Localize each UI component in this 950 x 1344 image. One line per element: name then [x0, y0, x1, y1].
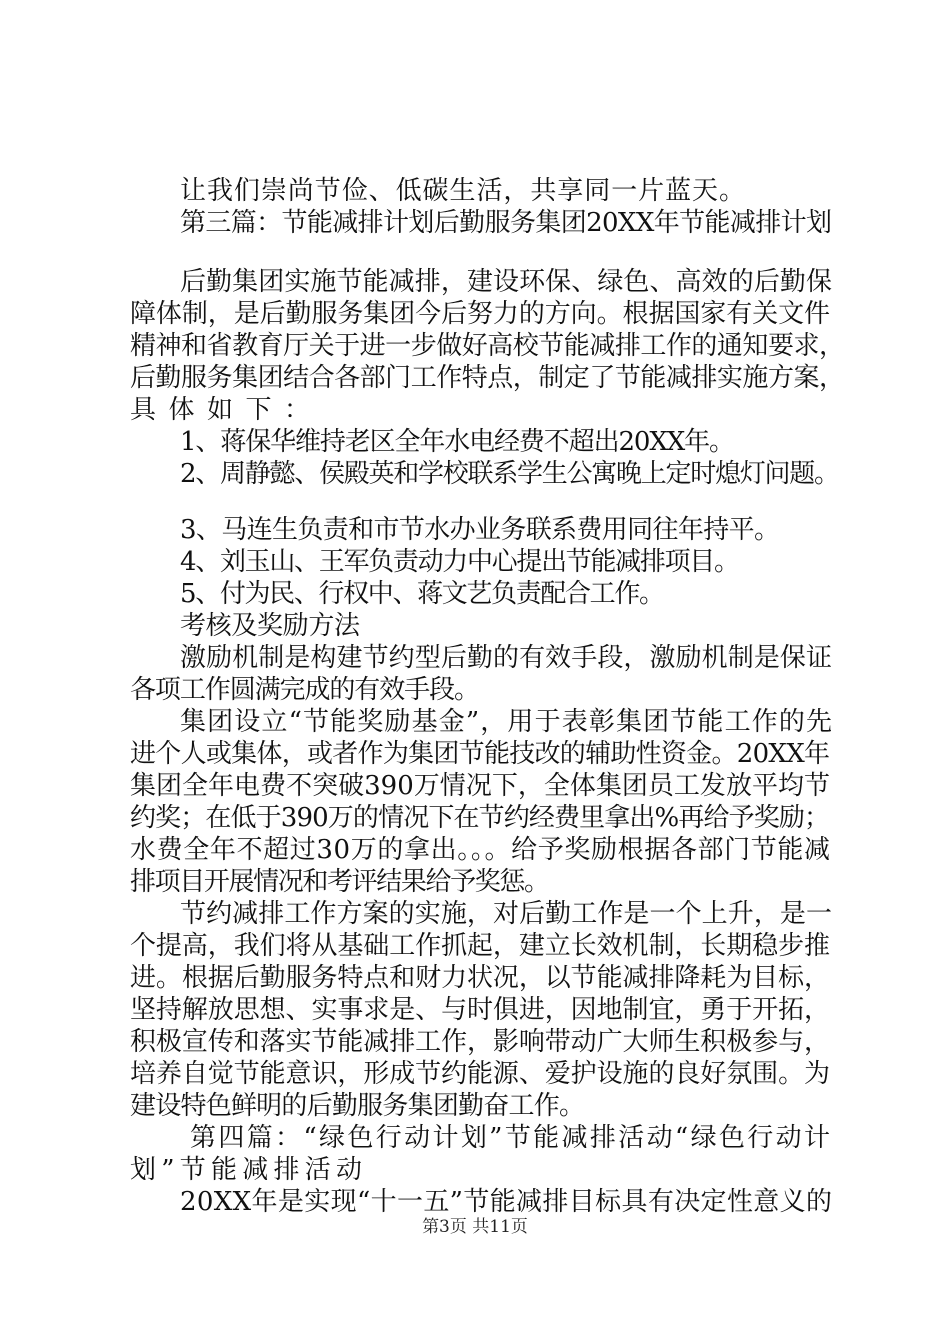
text-line: 进个人或集体，或者作为集团节能技改的辅助性资金。20XX年	[130, 739, 830, 769]
text-line: 精神和省教育厅关于进一步做好高校节能减排工作的通知要求，	[130, 331, 845, 361]
text-line: 20XX年是实现“十一五”节能减排目标具有决定性意义的	[180, 1187, 833, 1217]
text-line: 培养自觉节能意识，形成节约能源、爱护设施的良好氛围。为	[130, 1059, 830, 1089]
text-line: 水费全年不超过30万的拿出。。。给予奖励根据各部门节能减	[130, 835, 831, 865]
list-item: 3、马连生负责和市节水办业务联系费用同往年持平。	[180, 515, 780, 545]
text-line: 后勤服务集团结合各部门工作特点，制定了节能减排实施方案，	[130, 363, 845, 393]
text-line: 让我们崇尚节俭、低碳生活，共享同一片蓝天。	[180, 176, 746, 206]
text-line: 坚持解放思想、实事求是、与时俱进，因地制宜，勇于开拓，	[130, 995, 830, 1025]
text-line: 障体制，是后勤服务集团今后努力的方向。根据国家有关文件	[130, 299, 830, 329]
text-line: 集团全年电费不突破390万情况下，全体集团员工发放平均节	[130, 771, 830, 801]
page-number-footer: 第3页 共11页	[422, 1217, 528, 1237]
list-item: 5、付为民、行权中、蒋文艺负责配合工作。	[180, 579, 664, 609]
text-line: 各项工作圆满完成的有效手段。	[130, 675, 479, 705]
section-heading: 第三篇：节能减排计划后勤服务集团20XX年节能减排计划	[180, 208, 832, 238]
section-heading: 划”节能减排活动	[130, 1155, 368, 1185]
text-line: 个提高，我们将从基础工作抓起，建立长效机制，长期稳步推	[130, 931, 830, 961]
text-line: 建设特色鲜明的后勤服务集团勤奋工作。	[130, 1091, 585, 1121]
text-line: 集团设立“节能奖励基金”，用于表彰集团节能工作的先	[180, 707, 834, 737]
text-line: 进。根据后勤服务特点和财力状况，以节能减排降耗为目标，	[130, 963, 830, 993]
text-line: 排项目开展情况和考评结果给予奖惩。	[130, 867, 549, 897]
text-line: 具体如下：	[130, 395, 323, 425]
text-line: 积极宣传和落实节能减排工作，影响带动广大师生积极参与，	[130, 1027, 830, 1057]
text-line: 约奖；在低于390万的情况下在节约经费里拿出%再给予奖励；	[130, 803, 830, 833]
list-item: 4、刘玉山、王军负责动力中心提出节能减排项目。	[180, 547, 739, 577]
text-line: 激励机制是构建节约型后勤的有效手段，激励机制是保证	[180, 643, 833, 673]
section-heading: 考核及奖励方法	[180, 611, 360, 641]
text-line: 节约减排工作方案的实施，对后勤工作是一个上升，是一	[180, 899, 833, 929]
section-heading: 第四篇：“绿色行动计划”节能减排活动“绿色行动计	[190, 1123, 833, 1153]
text-line: 后勤集团实施节能减排，建设环保、绿色、高效的后勤保	[180, 267, 833, 297]
list-item: 2、周静懿、侯殿英和学校联系学生公寓晚上定时熄灯问题。	[180, 459, 839, 489]
list-item: 1、蒋保华维持老区全年水电经费不超出20XX年。	[180, 427, 734, 457]
